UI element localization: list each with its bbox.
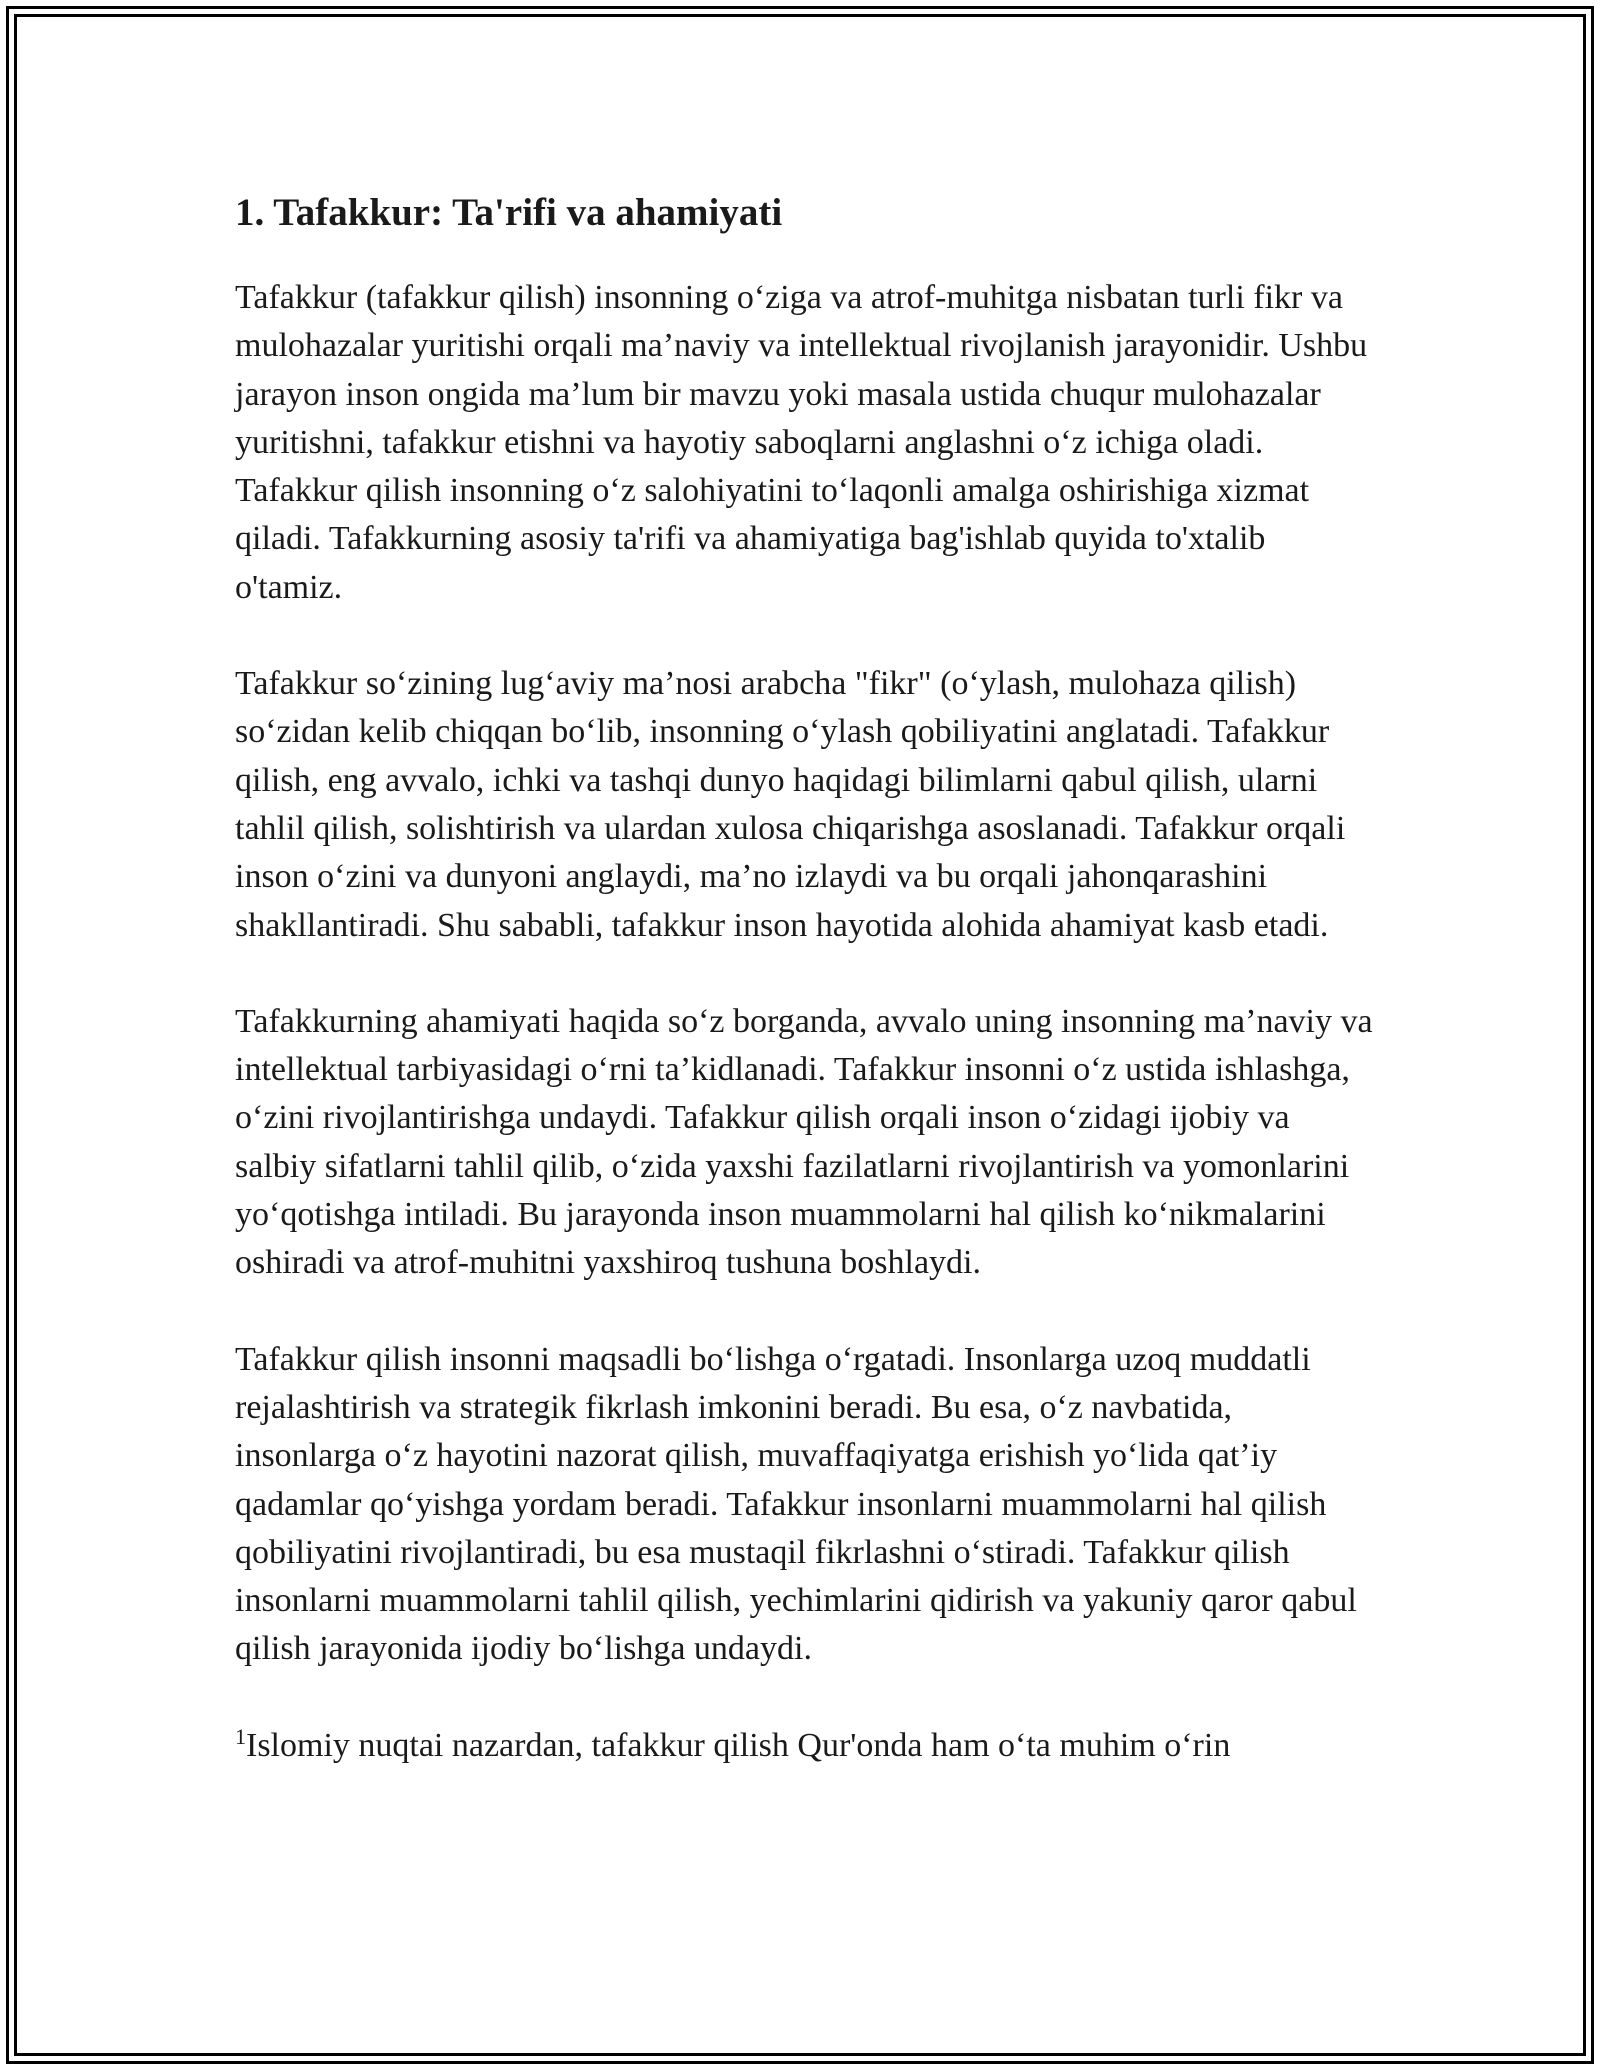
section-heading: 1. Tafakkur: Ta'rifi va ahamiyati (235, 191, 783, 234)
paragraph-2: Tafakkur so‘zining lug‘aviy ma’nosi arabcha "fikr" (o‘ylash, mulohaza qilish) so‘zidan kelib chiqqan bo‘lib, insonning o‘ylash qobiliyatini anglatadi. Tafakkur qilish, eng avvalo, ichki va tashqi dunyo haqidagi bilimlarni qabul qilish, ularni tahlil qilish, solishtirish va ulardan xulosa chiqarishga asoslanadi. Tafakkur orqali inson o‘zini va dunyoni anglaydi, ma’no izlaydi va bu orqali jahonqarashini shakllantiradi. Shu sababli, tafakkur inson hayotida alohida ahamiyat kasb etadi. (235, 665, 1346, 944)
footnote-marker: 1 (235, 1723, 246, 1749)
paragraph-5-text: Islomiy nuqtai nazardan, tafakkur qilish Qur'onda ham o‘ta muhim o‘rin (246, 1726, 1231, 1764)
paragraph-3: Tafakkurning ahamiyati haqida so‘z borganda, avvalo uning insonning ma’naviy va intellektual tarbiyasidagi o‘rni ta’kidlanadi. Tafakkur insonni o‘z ustida ishlashga, o‘zini rivojlantirishga undaydi. Tafakkur qilish orqali inson o‘zidagi ijobiy va salbiy sifatlarni tahlil qilib, o‘zida yaxshi fazilatlarni rivojlantirish va yomonlarini yo‘qotishga intiladi. Bu jarayonda inson muammolarni hal qilish ko‘nikmalarini oshiradi va atrof-muhitni yaxshiroq tushuna boshlaydi. (235, 1002, 1373, 1282)
paragraph-1: Tafakkur (tafakkur qilish) insonning o‘ziga va atrof-muhitga nisbatan turli fikr va mulohazalar yuritishi orqali ma’naviy va intellektual rivojlanish jarayonidir. Ushbu jarayon inson ongida ma’lum bir mavzu yoki masala ustida chuqur mulohazalar yuritishni, tafakkur etishni va hayotiy saboqlarni anglashni o‘z ichiga oladi. Tafakkur qilish insonning o‘z salohiyatini to‘laqonli amalga oshirishiga xizmat qiladi. Tafakkurning asosiy ta'rifi va ahamiyatiga bag'ishlab quyida to'xtalib o'tamiz. (235, 279, 1368, 606)
paragraph-5 (235, 1722, 1375, 1770)
paragraph-4: Tafakkur qilish insonni maqsadli bo‘lishga o‘rgatadi. Insonlarga uzoq muddatli rejalashtirish va strategik fikrlash imkonini beradi. Bu esa, o‘z navbatida, insonlarga o‘z hayotini nazorat qilish, muvaffaqiyatga erishish yo‘lida qat’iy qadamlar qo‘yishga yordam beradi. Tafakkur insonlarni muammolarni hal qilish qobiliyatini rivojlantiradi, bu esa mustaqil fikrlashni o‘stiradi. Tafakkur qilish insonlarni muammolarni tahlil qilish, yechimlarini qidirish va yakuniy qaror qabul qilish jarayonida ijodiy bo‘lishga undaydi. (235, 1340, 1357, 1668)
document-body (235, 180, 1375, 1818)
